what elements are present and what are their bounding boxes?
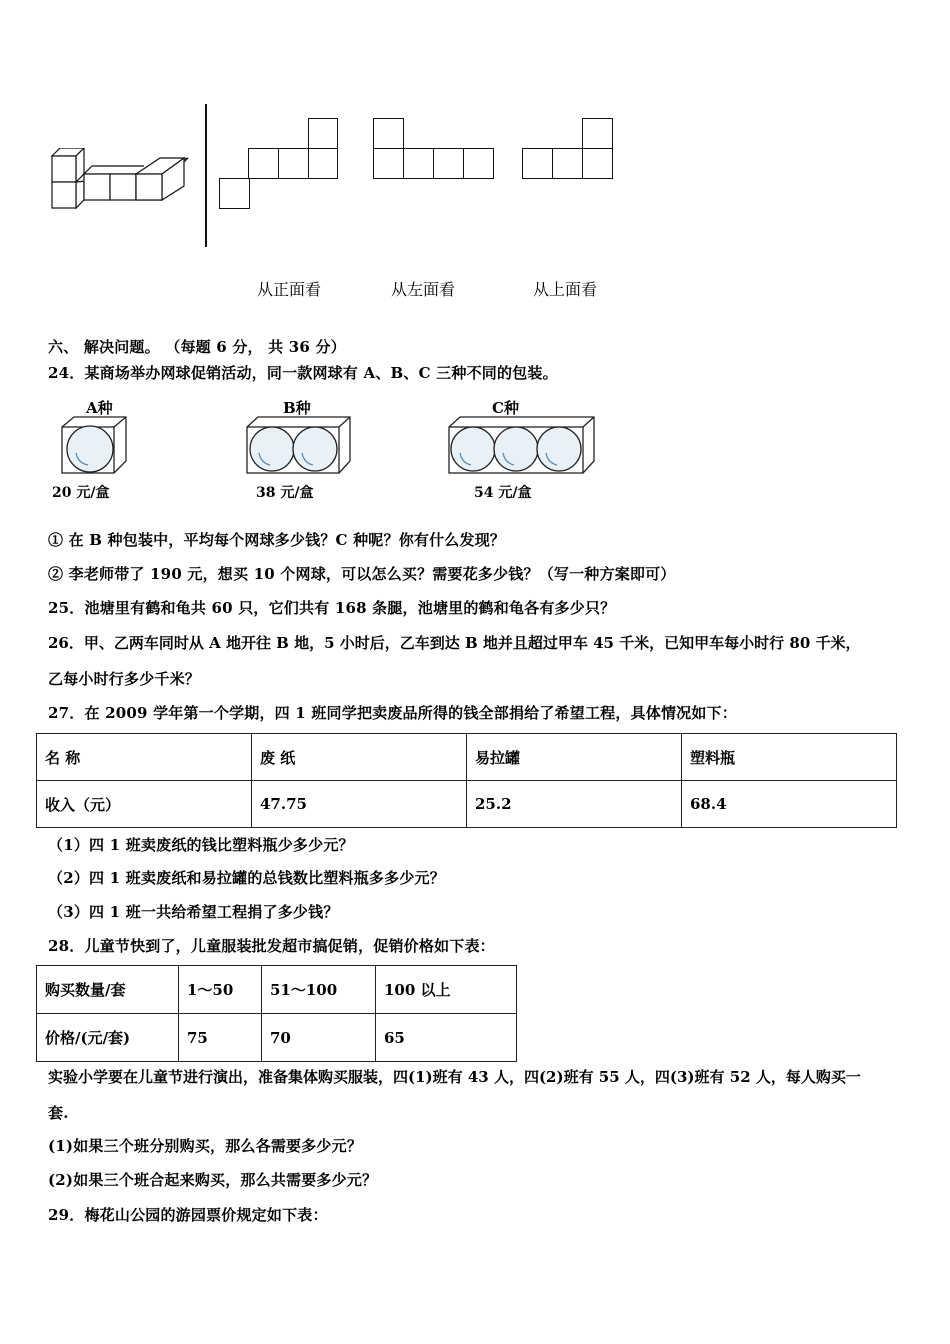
table-cell: 名 称 [37, 734, 252, 781]
q27-sub3: （3）四 1 班一共给希望工程捐了多少钱？ [48, 903, 339, 921]
table-row [37, 781, 897, 828]
q29-text: 29．梅花山公园的游园票价规定如下表： [48, 1206, 328, 1224]
q28-sub1: (1)如果三个班分别购买，那么各需要多少元？ [48, 1137, 363, 1155]
divider-line [205, 104, 207, 247]
table-cell: 废 纸 [252, 734, 467, 781]
table-row [37, 1014, 517, 1062]
table-cell: 25.2 [467, 781, 682, 828]
table-cell: 1～50 [179, 966, 262, 1014]
table-cell: 100 以上 [376, 966, 517, 1014]
q27-text: 27．在 2009 学年第一个学期，四 1 班同学把卖废品所得的钱全部捐给了希望工程，具体情况如下： [48, 704, 737, 722]
q25-text: 25．池塘里有鹤和龟共 60 只，它们共有 168 条腿，池塘里的鹤和龟各有多少只？ [48, 599, 616, 617]
package-b-box [244, 415, 354, 477]
section-heading: 六、 解决问题。 （每题 6 分， 共 36 分） [48, 338, 346, 356]
package-b-price: 38 元/盒 [256, 485, 314, 501]
package-c-label: C种 [492, 399, 519, 417]
q24-text: 24．某商场举办网球促销活动，同一款网球有 A、B、C 三种不同的包装。 [48, 364, 558, 382]
package-c-price: 54 元/盒 [474, 485, 532, 501]
table-cell: 塑料瓶 [682, 734, 897, 781]
q28-sub2: (2)如果三个班合起来购买，那么共需要多少元？ [48, 1171, 378, 1189]
q28-line2: 套. [48, 1104, 69, 1122]
table-row [37, 734, 897, 781]
q24-sub2: ② 李老师带了 190 元，想买 10 个网球，可以怎么买？需要花多少钱？（写一种方案即可） [48, 565, 676, 583]
table-cell: 68.4 [682, 781, 897, 828]
table-cell: 价格/(元/套) [37, 1014, 179, 1062]
q27-sub1: （1）四 1 班卖废纸的钱比塑料瓶少多少元？ [48, 836, 354, 854]
q26-line1: 26．甲、乙两车同时从 A 地开往 B 地，5 小时后，乙车到达 B 地并且超过甲车 45 千米，已知甲车每小时行 80 千米， [48, 634, 861, 652]
table-cell: 易拉罐 [467, 734, 682, 781]
package-b-label: B种 [283, 399, 311, 417]
top-view-label: 从上面看 [533, 280, 598, 299]
front-view-label: 从正面看 [257, 280, 322, 299]
table-cell: 收入（元） [37, 781, 252, 828]
package-a-price: 20 元/盒 [52, 485, 110, 501]
table-cell: 75 [179, 1014, 262, 1062]
package-a-label: A种 [86, 399, 113, 417]
cube-solid-drawing [44, 148, 194, 218]
table-cell: 47.75 [252, 781, 467, 828]
table-cell: 65 [376, 1014, 517, 1062]
table-cell: 购买数量/套 [37, 966, 179, 1014]
q26-line2: 乙每小时行多少千米？ [48, 670, 201, 688]
q27-table [36, 733, 897, 828]
package-a-box [58, 415, 130, 477]
q28-table [36, 965, 517, 1062]
table-row [37, 966, 517, 1014]
q28-text: 28．儿童节快到了，儿童服装批发超市搞促销，促销价格如下表： [48, 937, 495, 955]
q24-sub1: ① 在 B 种包装中，平均每个网球多少钱？C 种呢？你有什么发现？ [48, 531, 506, 549]
package-c-box [446, 415, 598, 477]
left-view-label: 从左面看 [391, 280, 456, 299]
table-cell: 70 [262, 1014, 376, 1062]
q28-line1: 实验小学要在儿童节进行演出，准备集体购买服装，四(1)班有 43 人，四(2)班有 55 人，四(3)班有 52 人，每人购买一 [48, 1068, 861, 1086]
table-cell: 51～100 [262, 966, 376, 1014]
q27-sub2: （2）四 1 班卖废纸和易拉罐的总钱数比塑料瓶多多少元？ [48, 869, 445, 887]
